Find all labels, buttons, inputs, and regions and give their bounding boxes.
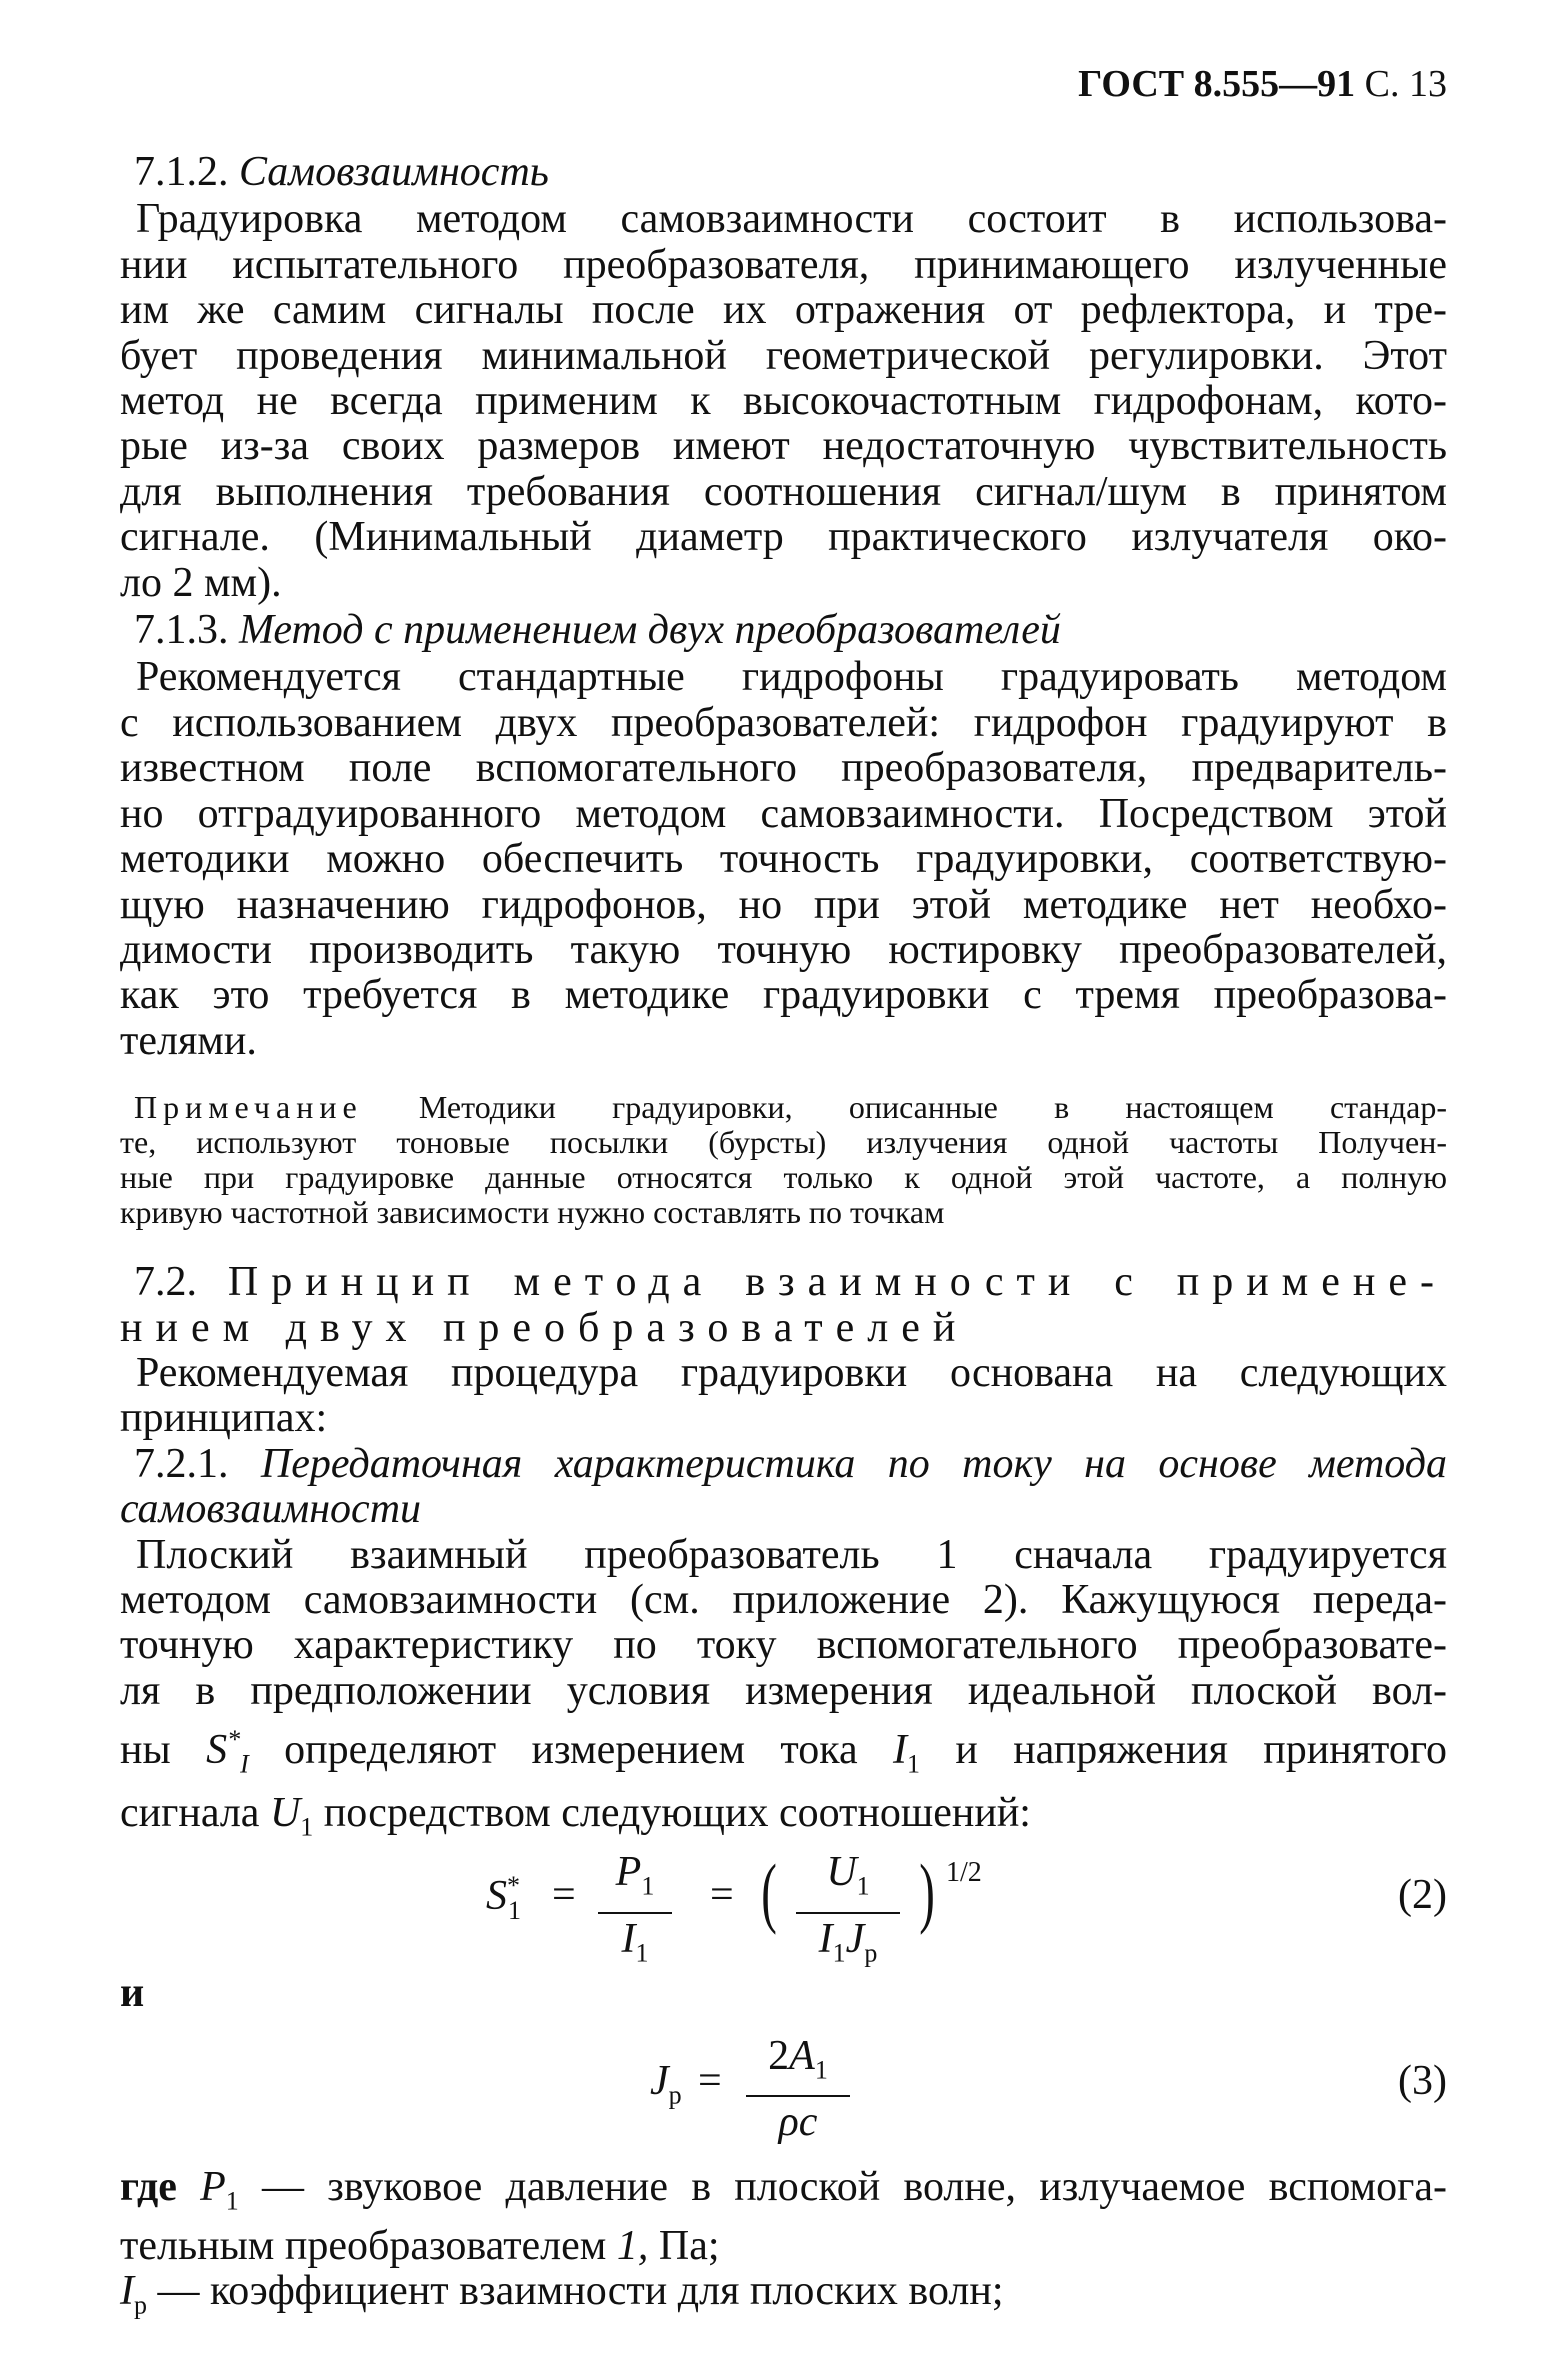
formula-2-lhs: $S^*_1$ xyxy=(486,1871,521,1925)
para-7-1-3-line-6: щую назначению гидрофонов, но при этой методике нет необхо- xyxy=(120,881,1447,928)
para-7-1-2-line-8: сигнале. (Минимальный диаметр практического излучателя око- xyxy=(120,514,1447,561)
fraction-1-bar xyxy=(598,1912,672,1914)
document-body xyxy=(120,148,1447,2328)
symbol-p1: $P_1$ xyxy=(200,2163,239,2216)
para-7-1-2-line-5: метод не всегда применим к высокочастотным гидрофонам, кото- xyxy=(120,378,1447,425)
formula-2-number: (2) xyxy=(1398,1872,1447,1919)
page-header xyxy=(1078,62,1447,106)
para-7-1-3-line-9: телями. xyxy=(120,1017,257,1064)
formula-3-eq: = xyxy=(698,2057,722,2104)
para-7-2-line-2: принципах: xyxy=(120,1395,328,1442)
heading-7-1-2: 7.1.2. Самовзаимность xyxy=(134,149,549,195)
para-7-1-3-line-5: методики можно обеспечить точность градуировки, соответствую- xyxy=(120,836,1447,883)
fraction-2-denominator: $I_1J_p$ xyxy=(818,1915,878,1968)
para-7-1-2-line-1: Градуировка методом самовзаимности состоит в использова- xyxy=(136,196,1447,243)
formula-2-eq-2: = xyxy=(710,1872,734,1919)
doc-id: ГОСТ 8.555—91 xyxy=(1078,63,1356,105)
note-line-2: те, используют тоновые посылки (бурсты) излучения одной частоты Получен- xyxy=(120,1124,1447,1161)
formula-2-exponent: 1/2 xyxy=(946,1857,982,1889)
note-label: Примечание xyxy=(134,1089,363,1126)
symbol-s1-star: $S^*_I$ xyxy=(206,1725,249,1779)
para-7-1-3-line-4: но отградуированного методом самовзаимности. Посредством этой xyxy=(120,790,1447,837)
para-7-1-2-line-3: им же самим сигналы после их отражения от рефлектора, и тре- xyxy=(120,287,1447,334)
fraction-3-bar xyxy=(746,2095,850,2097)
fraction-3-numerator: $2A_1$ xyxy=(768,2032,828,2085)
fraction-1-denominator: $I_1$ xyxy=(621,1915,649,1968)
para-7-2-1-line-2: методом самовзаимности (см. приложение 2). Кажущуюся переда- xyxy=(120,1576,1447,1623)
fraction-2-numerator: $U_1$ xyxy=(826,1849,870,1901)
para-7-1-2-line-2: нии испытательного преобразователя, принимающего излученные xyxy=(120,241,1447,288)
formula-3 xyxy=(120,2017,1447,2146)
note-line-3: ные при градуировке данные относятся только к одной этой частоте, а полную xyxy=(120,1159,1447,1196)
para-7-1-3-line-2: с использованием двух преобразователей: гидрофон градуируют в xyxy=(120,699,1447,746)
para-7-1-2-line-4: бует проведения минимальной геометрической регулировки. Этот xyxy=(120,332,1447,379)
para-7-1-2-line-6: рые из-за своих размеров имеют недостаточную чувствительность xyxy=(120,423,1447,470)
formula-3-lhs: $J_p$ xyxy=(650,2057,682,2110)
fraction-1-numerator: $P_1$ xyxy=(615,1849,655,1901)
note-line-1: Примечание Методики градуировки, описанные в настоящем стандар- xyxy=(134,1089,1448,1126)
para-7-2-1-line-3: точную характеристику по току вспомогательного преобразовате- xyxy=(120,1622,1447,1669)
heading-7-1-3: 7.1.3. Метод с применением двух преобразователей xyxy=(134,607,1061,654)
conjunction-and: и xyxy=(120,1970,145,2017)
formula-3-number: (3) xyxy=(1398,2057,1447,2104)
symbol-u1: $U_1$ xyxy=(269,1789,314,1841)
heading-7-2-line-2: нием двух преобразователей xyxy=(120,1304,969,1351)
fraction-2-bar xyxy=(796,1912,900,1914)
para-7-1-3-line-1: Рекомендуется стандартные гидрофоны градуировать методом xyxy=(136,654,1447,701)
page-number: С. 13 xyxy=(1364,63,1447,105)
heading-7-2-1-line-2: самовзаимности xyxy=(120,1486,422,1533)
fraction-3-denominator: ρc xyxy=(778,2099,818,2146)
where-line-2: тельным преобразователем 1, Па; xyxy=(120,2222,720,2269)
para-7-2-1-line-5: ны $S^*_I$ определяют измерением тока $I_1$ и напряжения принятого xyxy=(120,1725,1448,1779)
note-block xyxy=(120,1090,1447,1230)
heading-7-2-1-line-1: 7.2.1. Передаточная характеристика по току на основе метода xyxy=(134,1440,1447,1487)
formula-2 xyxy=(120,1849,1447,1967)
symbol-ip: $I_p$ xyxy=(120,2267,147,2320)
heading-7-2-line-1: 7.2. Принцип метода взаимности с примене- xyxy=(134,1259,1447,1306)
para-7-2-1-line-6: сигнала $U_1$ посредством следующих соотношений: xyxy=(120,1789,1031,1841)
symbol-i1: $I_1$ xyxy=(892,1727,920,1779)
para-7-1-2-line-7: для выполнения требования соотношения сигнал/шум в принятом xyxy=(120,468,1447,515)
formula-2-eq-1: = xyxy=(552,1872,576,1919)
formula-2-fraction-2 xyxy=(796,1849,900,1976)
formula-2-left-paren: ( xyxy=(761,1848,777,1936)
para-7-2-line-1: Рекомендуемая процедура градуировки основана на следующих xyxy=(136,1349,1447,1396)
where-line-1: где $P_1$ — звуковое давление в плоской волне, излучаемое вспомога- xyxy=(120,2163,1447,2216)
para-7-1-3-line-8: как это требуется в методике градуировки с тремя преобразова- xyxy=(120,972,1447,1019)
formula-2-right-paren: ) xyxy=(919,1848,935,1936)
where-line-3: $I_p$ — коэффициент взаимности для плоских волн; xyxy=(120,2267,1004,2320)
para-7-1-2-line-9: ло 2 мм). xyxy=(120,559,282,606)
para-7-2-1-line-1: Плоский взаимный преобразователь 1 сначала градуируется xyxy=(136,1531,1447,1578)
formula-2-fraction-1 xyxy=(598,1849,672,1976)
para-7-2-1-line-4: ля в предположении условия измерения идеальной плоской вол- xyxy=(120,1667,1447,1714)
para-7-1-3-line-7: димости производить такую точную юстировку преобразователей, xyxy=(120,926,1447,973)
formula-3-fraction xyxy=(746,2033,850,2145)
note-line-4: кривую частотной зависимости нужно составлять по точкам xyxy=(120,1194,945,1231)
para-7-1-3-line-3: известном поле вспомогательного преобразователя, предваритель- xyxy=(120,745,1447,792)
